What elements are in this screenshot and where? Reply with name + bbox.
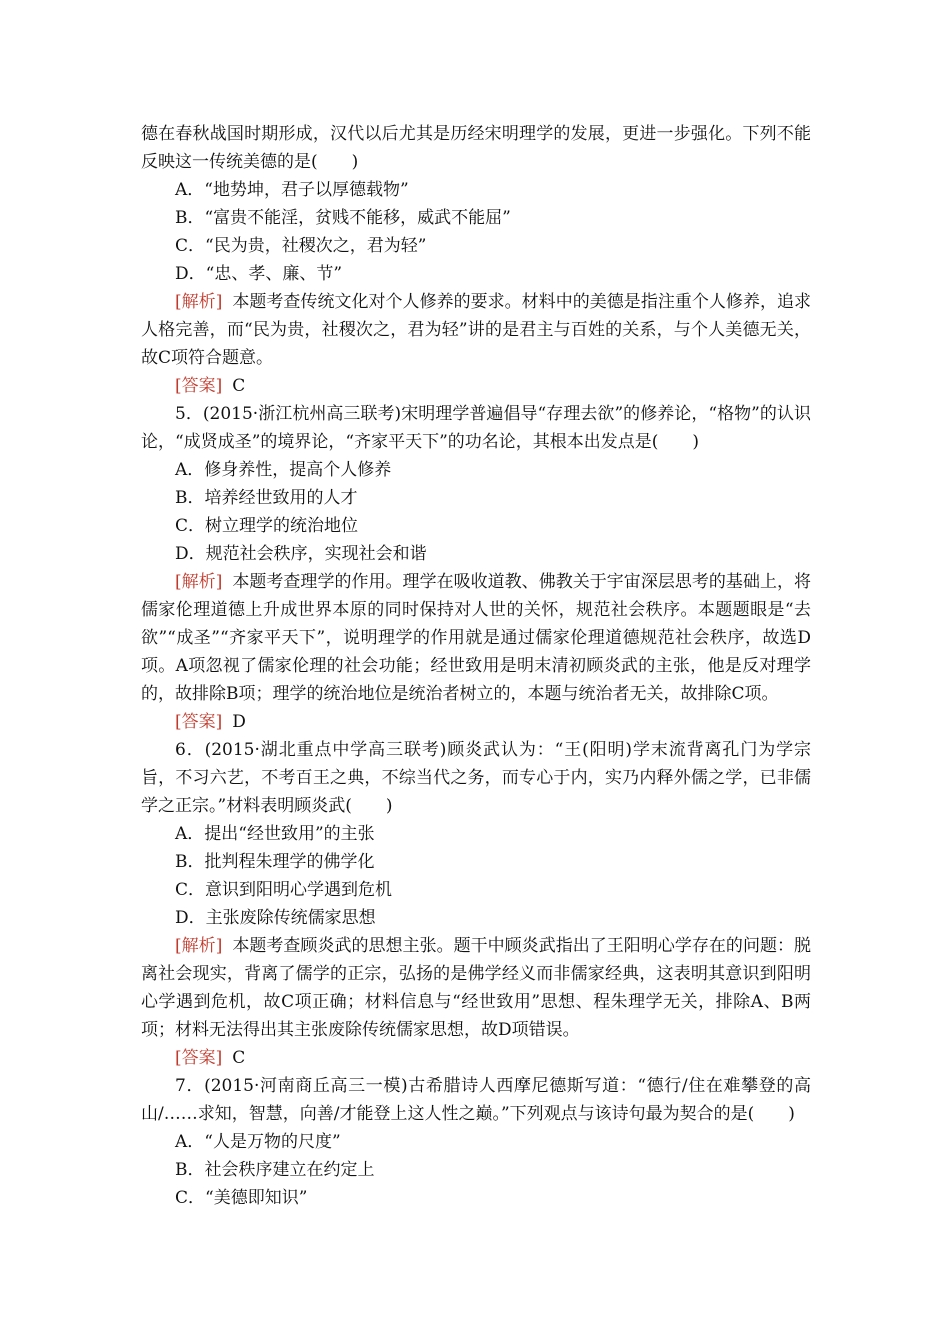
question-4-option-c: C．“民为贵，社稷次之，君为轻” bbox=[175, 236, 427, 256]
answer-value: D bbox=[232, 712, 246, 732]
question-4-option-b: B．“富贵不能淫，贫贱不能移，威武不能屈” bbox=[175, 208, 511, 228]
question-4-answer bbox=[141, 372, 811, 400]
question-6-answer bbox=[141, 1044, 811, 1072]
answer-label: [答案] bbox=[175, 376, 223, 396]
analysis-label: [解析] bbox=[175, 572, 223, 592]
answer-label: [答案] bbox=[175, 1048, 223, 1068]
question-5-option-a: A．修身养性，提高个人修养 bbox=[175, 460, 392, 480]
question-7-option-a: A．“人是万物的尺度” bbox=[175, 1132, 341, 1152]
question-7-option-c: C．“美德即知识” bbox=[175, 1188, 308, 1208]
analysis-text: 本题考查理学的作用。理学在吸收道教、佛教关于宇宙深层思考的基础上，将儒家伦理道德上升成世界本原的同时保持对人世的关怀，规范社会秩序。本题题眼是“去欲”“成圣”“齐家平天下”，说明理学的作用就是通过儒家伦理道德规范社会秩序，故选D项。A项忽视了儒家伦理的社会功能；经世致用是明末清初顾炎武的主张，他是反对理学的，故排除B项；理学的统治地位是统治者树立的，本题与统治者无关，故排除C项。 bbox=[141, 572, 812, 704]
question-5-stem: 5．(2015·浙江杭州高三联考)宋明理学普遍倡导“存理去欲”的修养论，“格物”的认识论，“成贤成圣”的境界论，“齐家平天下”的功名论，其根本出发点是( ) bbox=[141, 404, 811, 452]
question-5-option-c: C．树立理学的统治地位 bbox=[175, 516, 359, 536]
question-5-answer bbox=[141, 708, 811, 736]
question-5-option-b: B．培养经世致用的人才 bbox=[175, 488, 358, 508]
analysis-label: [解析] bbox=[175, 936, 223, 956]
question-6-option-b: B．批判程朱理学的佛学化 bbox=[175, 852, 375, 872]
analysis-text: 本题考查传统文化对个人修养的要求。材料中的美德是指注重个人修养，追求人格完善，而“民为贵，社稷次之，君为轻”讲的是君主与百姓的关系，与个人美德无关，故C项符合题意。 bbox=[141, 292, 812, 368]
question-4-stem: 德在春秋战国时期形成，汉代以后尤其是历经宋明理学的发展，更进一步强化。下列不能反映这一传统美德的是( ) bbox=[141, 124, 811, 172]
question-5-option-d: D．规范社会秩序，实现社会和谐 bbox=[175, 544, 427, 564]
question-7-stem: 7．(2015·河南商丘高三一模)古希腊诗人西摩尼德斯写道：“德行/住在难攀登的高山/……求知，智慧，向善/才能登上这人性之巅。”下列观点与该诗句最为契合的是( ) bbox=[141, 1076, 811, 1124]
question-6-option-c: C．意识到阳明心学遇到危机 bbox=[175, 880, 393, 900]
analysis-text: 本题考查顾炎武的思想主张。题干中顾炎武指出了王阳明心学存在的问题：脱离社会现实，背离了儒学的正宗，弘扬的是佛学经义而非儒家经典，这表明其意识到阳明心学遇到危机，故C项正确；材料信息与“经世致用”思想、程朱理学无关，排除A、B两项；材料无法得出其主张废除传统儒家思想，故D项错误。 bbox=[141, 936, 812, 1040]
question-6-option-a: A．提出“经世致用”的主张 bbox=[175, 824, 375, 844]
question-6-stem: 6．(2015·湖北重点中学高三联考)顾炎武认为：“王(阳明)学末流背离孔门为学宗旨，不习六艺，不考百王之典，不综当代之务，而专心于内，实乃内释外儒之学，已非儒学之正宗。”材料表明顾炎武( ) bbox=[141, 740, 811, 816]
question-4-analysis bbox=[141, 288, 811, 372]
question-4-option-d: D．“忠、孝、廉、节” bbox=[175, 264, 343, 284]
question-4-option-a: A．“地势坤，君子以厚德载物” bbox=[175, 180, 409, 200]
question-6-analysis bbox=[141, 932, 811, 1044]
question-5-analysis bbox=[141, 568, 811, 708]
answer-label: [答案] bbox=[175, 712, 223, 732]
answer-value: C bbox=[232, 1048, 246, 1068]
answer-value: C bbox=[232, 376, 246, 396]
question-7-option-b: B．社会秩序建立在约定上 bbox=[175, 1160, 375, 1180]
document-body bbox=[141, 120, 811, 1212]
analysis-label: [解析] bbox=[175, 292, 223, 312]
question-6-option-d: D．主张废除传统儒家思想 bbox=[175, 908, 376, 928]
